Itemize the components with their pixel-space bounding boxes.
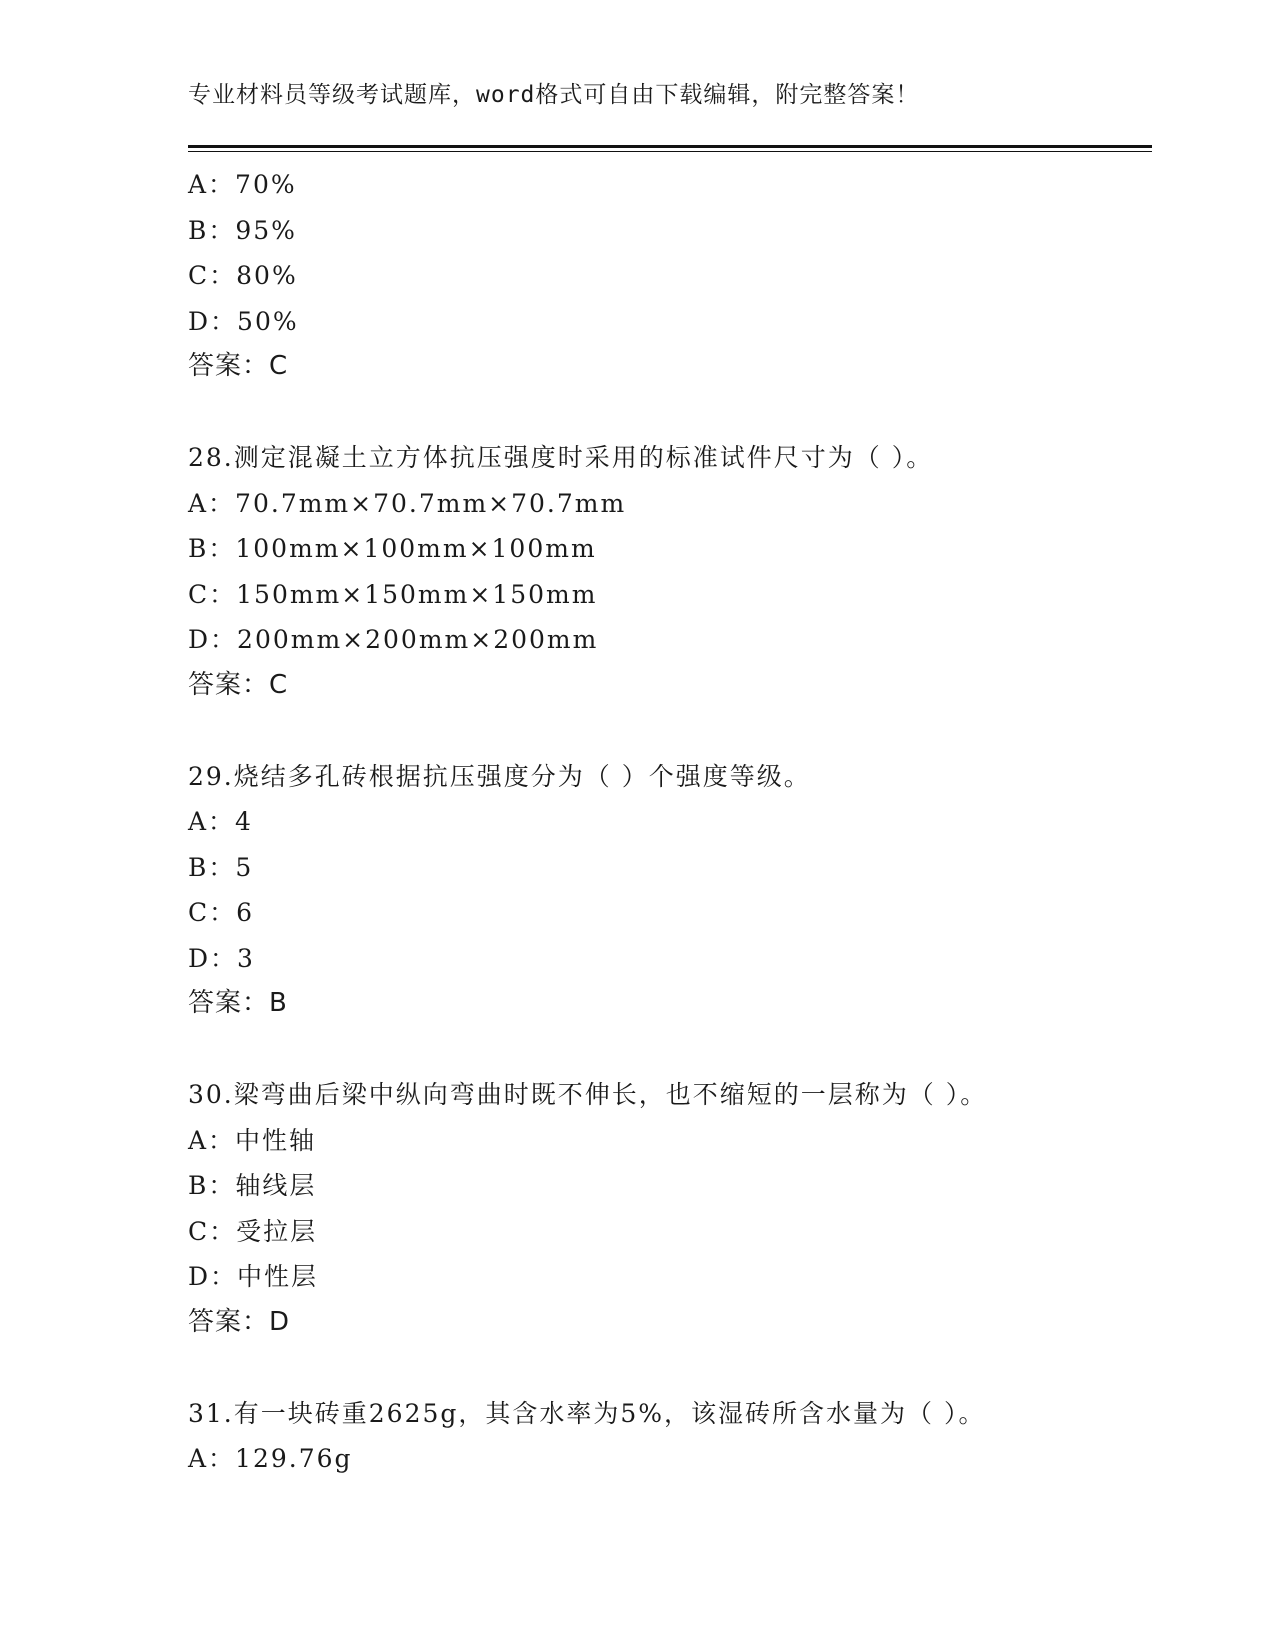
option-a: A：4 bbox=[188, 807, 253, 836]
option-c: C：6 bbox=[188, 898, 255, 927]
option-a: A：129.76g bbox=[188, 1444, 353, 1473]
option-a: A：70% bbox=[188, 170, 297, 199]
question-stem: 28.测定混凝土立方体抗压强度时采用的标准试件尺寸为（ ）。 bbox=[188, 443, 934, 472]
option-c: C：受拉层 bbox=[188, 1216, 318, 1246]
option-b: B：轴线层 bbox=[188, 1171, 317, 1200]
question-28 bbox=[188, 435, 1148, 708]
question-list bbox=[188, 162, 1148, 1482]
answer-line: 答案：C bbox=[188, 351, 289, 381]
option-c: C：80% bbox=[188, 261, 298, 290]
option-d: D：50% bbox=[188, 306, 299, 336]
question-31 bbox=[188, 1391, 1148, 1482]
option-a: A：中性轴 bbox=[188, 1125, 317, 1155]
option-b: B：95% bbox=[188, 215, 297, 245]
question-29 bbox=[188, 754, 1148, 1027]
option-a: A：70.7mm×70.7mm×70.7mm bbox=[188, 488, 627, 518]
option-b: B：5 bbox=[188, 852, 254, 882]
question-stem: 31.有一块砖重2625g，其含水率为5%，该湿砖所含水量为（ ）。 bbox=[188, 1398, 986, 1428]
question-stem: 29.烧结多孔砖根据抗压强度分为（ ）个强度等级。 bbox=[188, 761, 811, 791]
header-divider bbox=[188, 145, 1152, 148]
option-c: C：150mm×150mm×150mm bbox=[188, 579, 598, 609]
carryover-block bbox=[188, 162, 1148, 390]
question-stem: 30.梁弯曲后梁中纵向弯曲时既不伸长，也不缩短的一层称为（ ）。 bbox=[188, 1080, 988, 1109]
option-d: D：中性层 bbox=[188, 1262, 319, 1291]
option-b: B：100mm×100mm×100mm bbox=[188, 534, 597, 563]
header-divider-thin bbox=[188, 151, 1152, 152]
question-30 bbox=[188, 1072, 1148, 1345]
answer-line: 答案：D bbox=[188, 1306, 291, 1337]
option-d: D：200mm×200mm×200mm bbox=[188, 625, 599, 654]
page-header: 专业材料员等级考试题库，word格式可自由下载编辑，附完整答案！ bbox=[188, 82, 920, 108]
option-d: D：3 bbox=[188, 943, 255, 973]
answer-line: 答案：C bbox=[188, 669, 289, 700]
answer-line: 答案：B bbox=[188, 988, 288, 1018]
